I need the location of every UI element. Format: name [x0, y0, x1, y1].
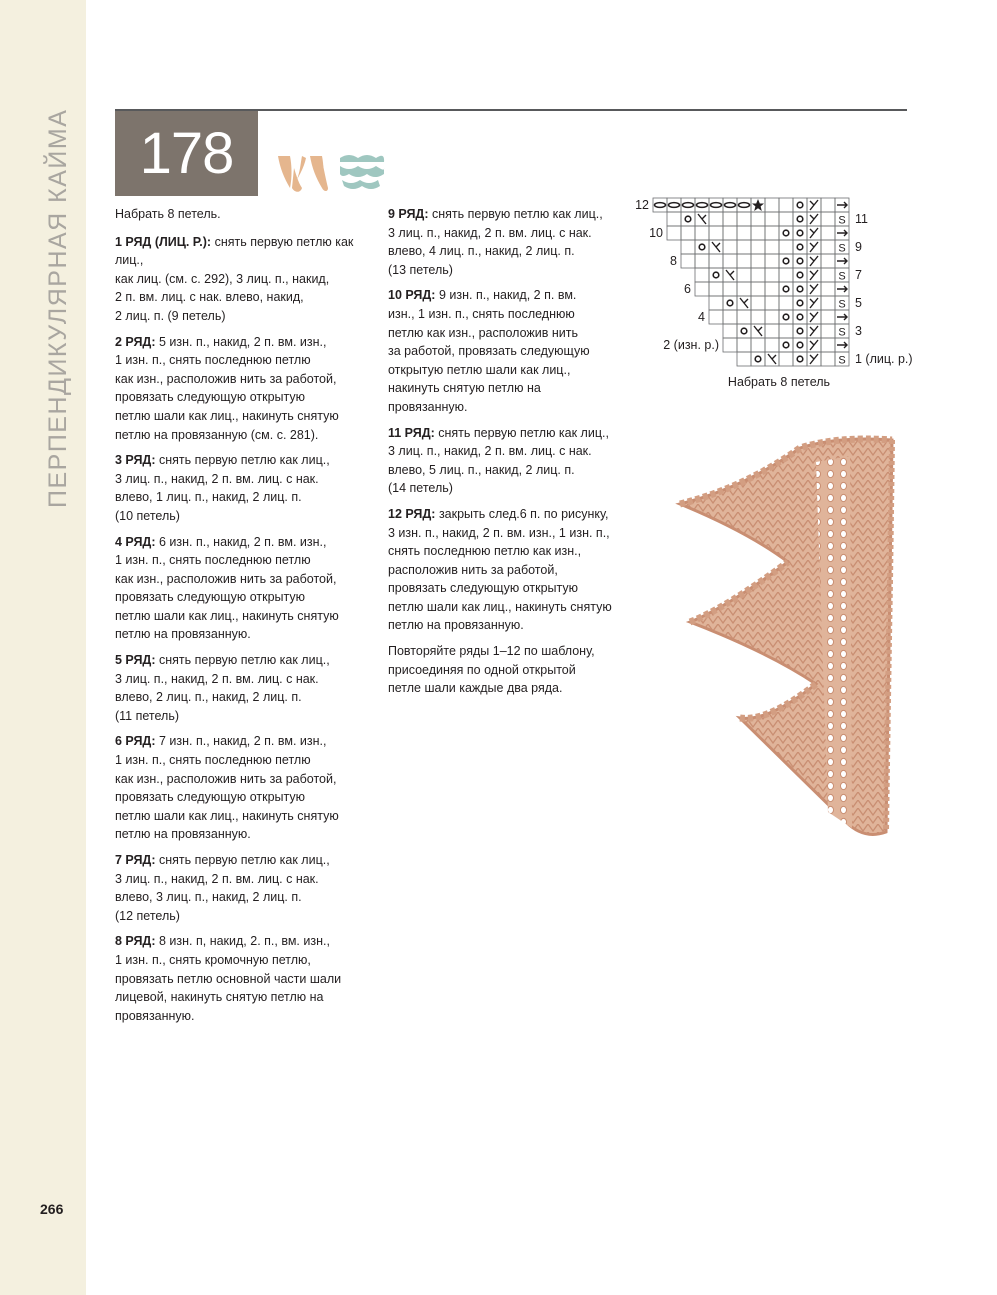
chart-cell — [821, 268, 835, 282]
chart-cell — [779, 240, 793, 254]
yarn-over-icon — [797, 300, 803, 306]
row-label: 2 РЯД: — [115, 334, 156, 349]
chart-cell — [779, 268, 793, 282]
chart-cell — [821, 198, 835, 212]
yarn-over-icon — [783, 230, 789, 236]
chart-cell — [765, 198, 779, 212]
chart-cell — [667, 226, 681, 240]
yarn-over-icon — [797, 216, 803, 222]
chart-row-label: 5 — [855, 296, 862, 310]
chart-cell — [695, 254, 709, 268]
chart-cell — [723, 212, 737, 226]
yarn-over-icon — [741, 328, 747, 334]
cast-on-text: Набрать 8 петель. — [115, 207, 221, 221]
row-text: провязать следующую открытую — [388, 581, 579, 596]
side-band — [0, 0, 86, 1295]
row-text: снять первую петлю как лиц., — [159, 853, 330, 867]
chart-cell — [793, 226, 807, 240]
yarn-over-icon — [699, 244, 705, 250]
chart-cell — [779, 226, 793, 240]
k2tog-icon — [810, 312, 818, 322]
row-text: провязать следующую открытую — [115, 590, 306, 605]
chart-cell — [681, 240, 695, 254]
chart-cell — [681, 212, 695, 226]
slip-stitch-symbol: S — [838, 326, 846, 339]
slip-stitch-symbol: S — [838, 242, 846, 255]
row-text: 8 изн. п, накид, 2. п., вм. изн., — [159, 934, 330, 949]
row-text: снять первую петлю как лиц., — [159, 653, 330, 668]
chart-cell — [709, 254, 723, 268]
bind-off-icon — [725, 203, 736, 208]
chart-cell — [723, 296, 737, 310]
row-text: закрыть след.6 п. по рисунку, — [438, 506, 609, 521]
row-text: (13 петель) — [388, 262, 453, 277]
row-instruction — [115, 851, 365, 925]
bind-off-icon — [711, 203, 722, 208]
instructions-left-column — [115, 205, 365, 1032]
chart-cell — [723, 254, 737, 268]
row-text: петлю шали как лиц., накинуть снятую — [115, 608, 339, 623]
ssk-icon — [726, 270, 734, 280]
chart-cell — [765, 254, 779, 268]
chart-cell — [709, 282, 723, 296]
k2tog-icon — [810, 270, 818, 280]
row-instruction — [115, 732, 365, 844]
chart-row-label: 9 — [855, 240, 862, 254]
chart-cell — [821, 338, 835, 352]
row-label: 11 РЯД: — [388, 425, 435, 440]
yarn-over-icon — [797, 314, 803, 320]
chart-cell — [709, 310, 723, 324]
row-text: провязать петлю основной части шали — [115, 971, 342, 986]
chart-cell — [779, 198, 793, 212]
yarn-over-icon — [797, 230, 803, 236]
k2tog-icon — [810, 326, 818, 336]
ssk-icon — [754, 326, 762, 336]
chart-cell — [779, 296, 793, 310]
chart-cell — [695, 268, 709, 282]
chart-cell — [765, 338, 779, 352]
chart-cell — [821, 324, 835, 338]
chart-cell — [751, 296, 765, 310]
chart-row-label: 1 (лиц. р.) — [855, 352, 913, 366]
row-text: накинуть снятую петлю на — [388, 381, 541, 396]
chart-cell — [709, 296, 723, 310]
row-text: 1 изн. п., снять кромочную петлю, — [115, 952, 311, 967]
yarn-over-icon — [783, 258, 789, 264]
chart-cell — [765, 310, 779, 324]
row-text: влево, 2 лиц. п., накид, 2 лиц. п. — [115, 690, 302, 705]
slip-stitch-symbol: S — [838, 354, 846, 367]
chart-cell — [751, 254, 765, 268]
chart-cell — [709, 226, 723, 240]
chart-cell — [695, 226, 709, 240]
chart-row-label: 4 — [698, 310, 705, 324]
yarn-over-icon — [797, 202, 803, 208]
chart-cell — [723, 310, 737, 324]
yarn-over-icon — [783, 342, 789, 348]
chart-cell — [695, 240, 709, 254]
pattern-number: 178 — [115, 111, 258, 196]
yarn-over-icon — [797, 356, 803, 362]
chart-row-label: 11 — [855, 212, 868, 226]
row-label: 5 РЯД: — [115, 653, 156, 668]
row-text: открытую петлю шали как лиц., — [388, 362, 571, 377]
chart-cell — [821, 226, 835, 240]
row-label: 3 РЯД: — [115, 453, 156, 468]
chart-cell — [751, 212, 765, 226]
row-text: за работой, провязать следующую — [388, 344, 590, 359]
row-label: 4 РЯД: — [115, 534, 156, 549]
chart-cell — [737, 310, 751, 324]
bind-off-icon — [669, 203, 680, 208]
row-text: 9 изн. п., накид, 2 п. вм. — [438, 288, 577, 303]
row-instruction — [115, 533, 365, 645]
chart-cell — [751, 268, 765, 282]
row-text: (12 петель) — [115, 908, 180, 923]
repeat-note: Повторяйте ряды 1–12 по шаблону, присоединяя по одной открытой петле шали каждые два ряда. — [388, 644, 595, 696]
chart-row-label: 12 — [635, 198, 649, 212]
chart-cell — [793, 338, 807, 352]
row-text: 3 изн. п., накид, 2 п. вм. изн., 1 изн. п., — [388, 525, 610, 540]
chart-cell — [779, 324, 793, 338]
row-text: 1 изн. п., снять последнюю петлю — [115, 353, 311, 368]
row-text: изн., 1 изн. п., снять последнюю — [388, 306, 575, 321]
page-number: 266 — [40, 1201, 64, 1217]
chart-row-label: 2 (изн. р.) — [663, 338, 719, 352]
chart-cell — [723, 240, 737, 254]
k2tog-icon — [810, 354, 818, 364]
slip-stitch-symbol: S — [838, 298, 846, 311]
row-text: 3 лиц. п., накид, 2 п. вм. лиц. с нак. — [388, 225, 592, 240]
row-instruction — [388, 424, 638, 498]
row-instruction — [388, 505, 638, 635]
chart-cell — [737, 240, 751, 254]
chart-cell — [737, 212, 751, 226]
row-text: провязать следующую открытую — [115, 390, 306, 405]
yarn-over-icon — [713, 272, 719, 278]
ssk-icon — [698, 214, 706, 224]
row-text: 3 лиц. п., накид, 2 п. вм. лиц. с нак. — [115, 671, 319, 686]
instructions-middle-column — [388, 205, 638, 705]
chart-cell — [793, 282, 807, 296]
sample-body — [680, 439, 892, 834]
chart-cell — [723, 324, 737, 338]
chart-cell — [737, 268, 751, 282]
chart-cell — [709, 268, 723, 282]
join-arrow-icon — [837, 258, 847, 264]
chart-row-label: 7 — [855, 268, 862, 282]
chart-cell — [793, 268, 807, 282]
chart-cell — [681, 254, 695, 268]
row-text: 6 изн. п., накид, 2 п. вм. изн., — [159, 534, 327, 549]
row-text: 3 лиц. п., накид, 2 п. вм. лиц. с нак. — [115, 871, 319, 886]
slip-stitch-symbol: S — [838, 270, 846, 283]
row-label: 8 РЯД: — [115, 934, 156, 949]
k2tog-icon — [810, 340, 818, 350]
join-arrow-icon — [837, 230, 847, 236]
knitted-sample-photo — [668, 432, 900, 844]
row-text: 5 изн. п., накид, 2 п. вм. изн., — [159, 334, 327, 349]
row-instruction — [115, 451, 365, 525]
chart-cell — [737, 352, 751, 366]
chart-cell — [793, 212, 807, 226]
chart-row-label: 10 — [649, 226, 663, 240]
chart-cell — [737, 226, 751, 240]
row-text: 3 лиц. п., накид, 2 п. вм. лиц. с нак. — [388, 444, 592, 459]
bind-off-icon — [697, 203, 708, 208]
chart-cell — [821, 212, 835, 226]
row-text: петлю на провязанную. — [115, 627, 251, 642]
chart-cell — [779, 254, 793, 268]
yarn-over-icon — [685, 216, 691, 222]
yarn-over-icon — [797, 342, 803, 348]
row-label: 6 РЯД: — [115, 734, 156, 749]
difficulty-icon — [340, 155, 384, 189]
chart-cell — [779, 310, 793, 324]
yarn-over-icon — [783, 314, 789, 320]
chart-cell — [793, 296, 807, 310]
row-text: влево, 4 лиц. п., накид, 2 лиц. п. — [388, 244, 575, 259]
chart-cell — [751, 240, 765, 254]
row-instruction — [388, 286, 638, 416]
bind-off-icon — [683, 203, 694, 208]
chart-cell — [751, 226, 765, 240]
chart-cell — [779, 282, 793, 296]
k2tog-icon — [810, 200, 818, 210]
knitting-chart — [625, 190, 925, 400]
chart-cell — [667, 212, 681, 226]
chart-cell — [751, 352, 765, 366]
yarn-weight-icon — [278, 156, 328, 192]
k2tog-icon — [810, 256, 818, 266]
row-text: снять первую петлю как лиц., — [432, 207, 603, 221]
row-text: 2 п. вм. лиц. с нак. влево, накид, — [115, 290, 304, 305]
chart-cell — [737, 282, 751, 296]
side-title: ПЕРПЕНДИКУЛЯРНАЯ КАЙМА — [44, 108, 72, 508]
yarn-over-icon — [797, 286, 803, 292]
row-instruction — [115, 333, 365, 445]
k2tog-icon — [810, 284, 818, 294]
chart-cell — [793, 254, 807, 268]
yarn-over-icon — [727, 300, 733, 306]
row-text: петлю на провязанную (см. с. 281). — [115, 427, 319, 442]
row-text: как изн., расположив нить за работой, — [115, 771, 337, 786]
chart-cell — [765, 226, 779, 240]
row-text: 3 лиц. п., накид, 2 п. вм. лиц. с нак. — [115, 471, 319, 486]
ssk-icon — [740, 298, 748, 308]
join-arrow-icon — [837, 202, 847, 208]
chart-cell — [779, 352, 793, 366]
chart-cell — [779, 338, 793, 352]
yarn-over-icon — [797, 272, 803, 278]
skill-icons — [276, 154, 396, 196]
row-instruction — [388, 205, 638, 279]
row-instruction — [115, 932, 365, 1025]
chart-cell — [793, 240, 807, 254]
chart-row-label: 3 — [855, 324, 862, 338]
chart-cell — [723, 282, 737, 296]
ssk-icon — [712, 242, 720, 252]
chart-cell — [737, 254, 751, 268]
chart-cell — [821, 352, 835, 366]
chart-cell — [793, 198, 807, 212]
chart-cell — [681, 226, 695, 240]
chart-cell — [793, 352, 807, 366]
chart-cell — [821, 240, 835, 254]
row-instruction — [115, 233, 365, 326]
row-text: (11 петель) — [115, 708, 180, 723]
chart-cell — [765, 282, 779, 296]
row-label: 12 РЯД: — [388, 506, 436, 521]
yarn-over-icon — [783, 286, 789, 292]
chart-row-label: 6 — [684, 282, 691, 296]
row-text: (14 петель) — [388, 481, 453, 496]
chart-cell — [793, 310, 807, 324]
row-text: снять первую петлю как лиц., — [115, 234, 354, 268]
chart-cell — [821, 282, 835, 296]
chart-cell — [821, 254, 835, 268]
row-text: влево, 1 лиц. п., накид, 2 лиц. п. — [115, 490, 302, 505]
bind-off-icon — [655, 203, 666, 208]
k2tog-icon — [810, 214, 818, 224]
chart-row-label: 8 — [670, 254, 677, 268]
chart-cell — [723, 338, 737, 352]
row-text: влево, 3 лиц. п., накид, 2 лиц. п. — [115, 890, 302, 905]
row-text: 2 лиц. п. (9 петель) — [115, 308, 226, 323]
row-text: петлю на провязанную. — [388, 618, 524, 633]
yarn-over-icon — [797, 258, 803, 264]
row-text: петлю как изн., расположив нить — [388, 325, 578, 340]
row-text: как изн., расположив нить за работой, — [115, 571, 337, 586]
row-text: лицевой, накинуть снятую петлю на — [115, 990, 324, 1005]
row-text: провязанную. — [388, 399, 468, 414]
chart-cell — [695, 282, 709, 296]
chart-cell — [751, 282, 765, 296]
k2tog-icon — [810, 242, 818, 252]
row-text: 7 изн. п., накид, 2 п. вм. изн., — [159, 734, 327, 749]
chart-cell — [737, 324, 751, 338]
row-text: петлю шали как лиц., накинуть снятую — [115, 808, 339, 823]
row-text: петлю шали как лиц., накинуть снятую — [388, 599, 612, 614]
chart-cell — [765, 324, 779, 338]
row-instruction — [115, 651, 365, 725]
row-text: (10 петель) — [115, 508, 180, 523]
row-text: снять последнюю петлю как изн., — [388, 544, 582, 559]
row-text: как лиц. (см. с. 292), 3 лиц. п., накид, — [115, 271, 330, 286]
chart-cell — [751, 338, 765, 352]
row-label: 1 РЯД (ЛИЦ. Р.): — [115, 234, 212, 249]
slip-stitch-symbol: S — [838, 214, 846, 227]
yarn-over-icon — [755, 356, 761, 362]
ssk-icon — [768, 354, 776, 364]
chart-cell — [821, 310, 835, 324]
row-text: провязать следующую открытую — [115, 790, 306, 805]
chart-caption: Набрать 8 петель — [727, 375, 831, 389]
chart-cell — [737, 338, 751, 352]
chart-cell — [765, 212, 779, 226]
chart-cell — [779, 212, 793, 226]
row-label: 10 РЯД: — [388, 288, 436, 303]
yarn-over-icon — [797, 244, 803, 250]
row-label: 7 РЯД: — [115, 853, 156, 867]
row-label: 9 РЯД: — [388, 207, 429, 221]
join-arrow-icon — [837, 314, 847, 320]
chart-cell — [751, 310, 765, 324]
bind-off-icon — [739, 203, 750, 208]
join-arrow-icon — [837, 286, 847, 292]
row-text: провязанную. — [115, 1008, 195, 1023]
row-text: как изн., расположив нить за работой, — [115, 371, 337, 386]
row-text: влево, 5 лиц. п., накид, 2 лиц. п. — [388, 462, 575, 477]
yarn-over-icon — [797, 328, 803, 334]
chart-cell — [793, 324, 807, 338]
row-text: 1 изн. п., снять последнюю петлю — [115, 753, 311, 768]
chart-cell — [709, 212, 723, 226]
chart-cell — [821, 296, 835, 310]
chart-cell — [765, 268, 779, 282]
row-text: петлю на провязанную. — [115, 827, 251, 842]
row-text: 1 изн. п., снять последнюю петлю — [115, 553, 311, 568]
k2tog-icon — [810, 298, 818, 308]
row-text: снять первую петлю как лиц., — [159, 453, 330, 468]
chart-cell — [765, 296, 779, 310]
star-icon — [752, 199, 764, 211]
row-text: петлю шали как лиц., накинуть снятую — [115, 408, 339, 423]
join-arrow-icon — [837, 342, 847, 348]
chart-cell — [723, 226, 737, 240]
k2tog-icon — [810, 228, 818, 238]
row-text: снять первую петлю как лиц., — [438, 425, 609, 440]
chart-cell — [765, 240, 779, 254]
row-text: расположив нить за работой, — [388, 562, 558, 577]
